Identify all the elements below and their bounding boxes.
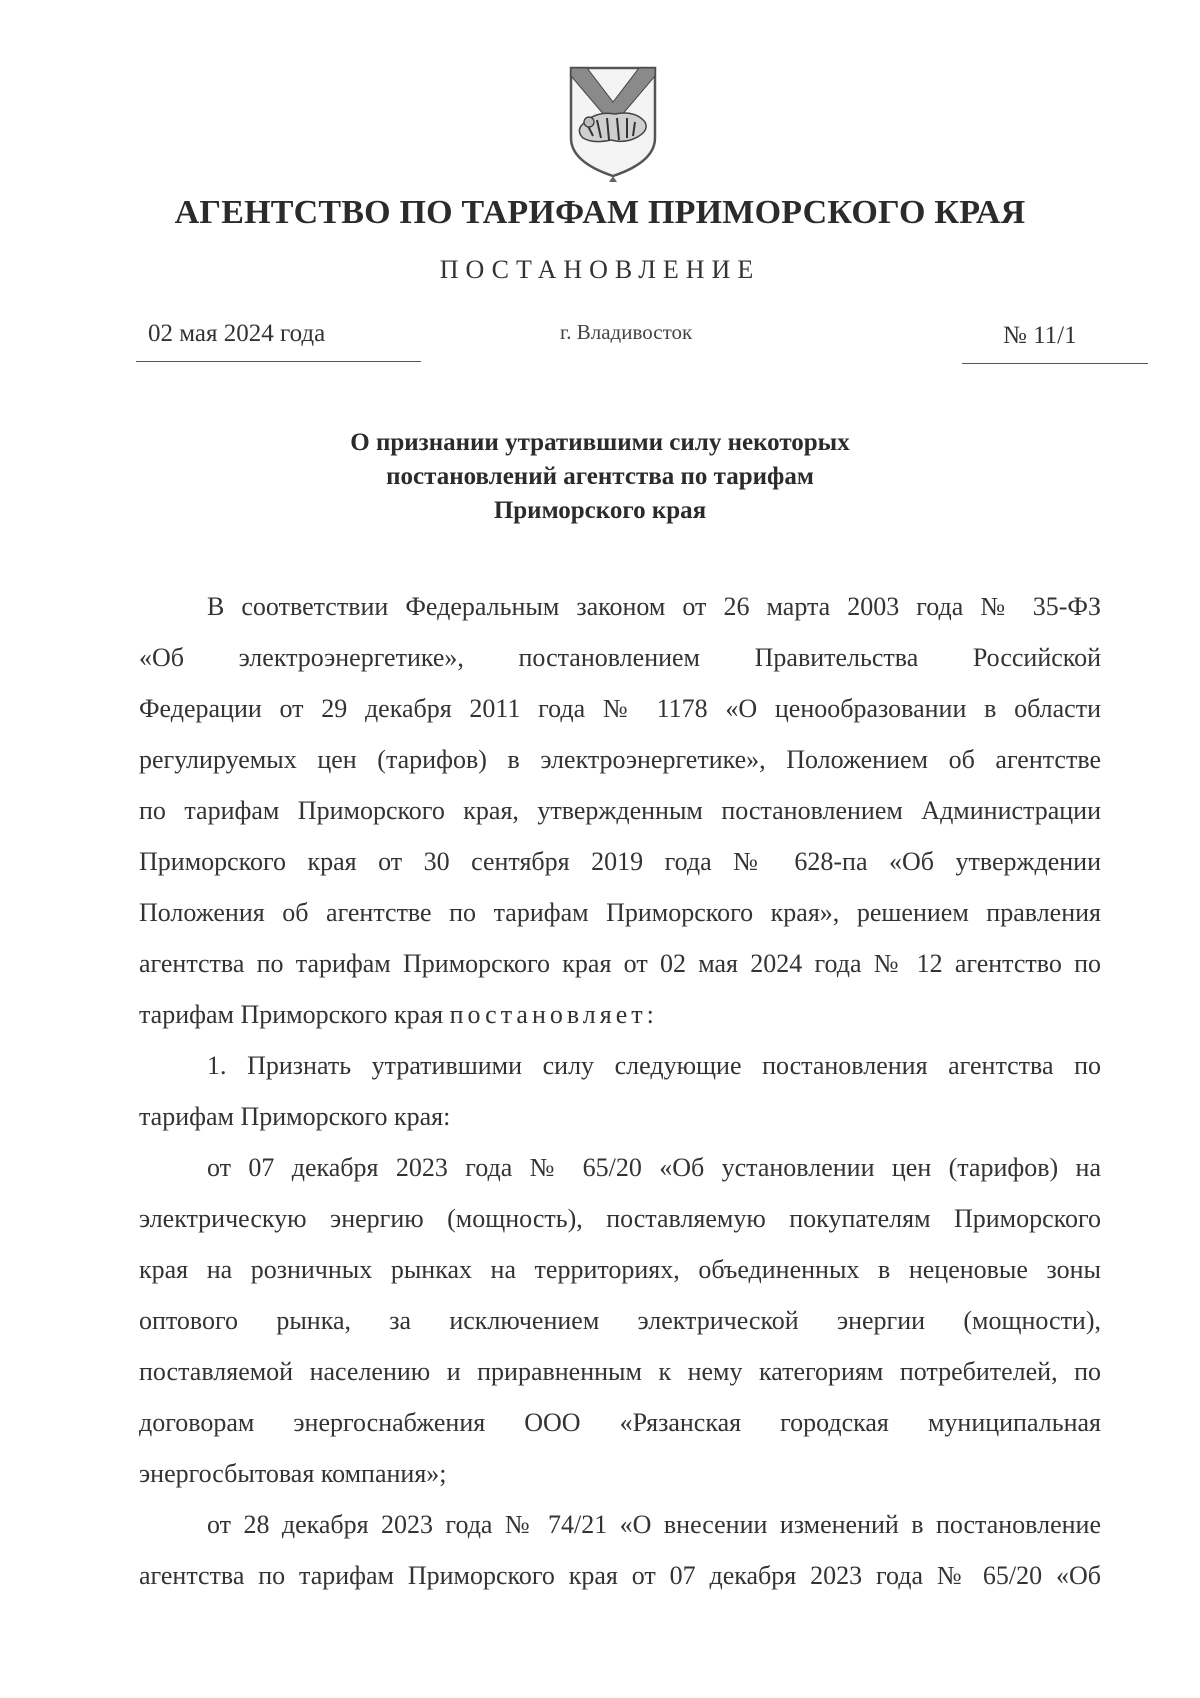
body-line: от 07 декабря 2023 года № 65/20 «Об установлении цен (тарифов) на <box>207 1153 1101 1182</box>
body-line: края на розничных рынках на территориях, объединенных в неценовые зоны <box>139 1255 1101 1284</box>
body-line: оптового рынка, за исключением электрической энергии (мощности), <box>139 1306 1101 1335</box>
date-underline <box>136 361 421 362</box>
resolves-word: постановляет: <box>449 1000 658 1029</box>
body-line: агентства по тарифам Приморского края от 07 декабря 2023 года № 65/20 «Об <box>139 1561 1101 1590</box>
body-line: энергосбытовая компания»; <box>139 1459 447 1488</box>
document-subject <box>250 426 950 528</box>
agency-name: АГЕНТСТВО ПО ТАРИФАМ ПРИМОРСКОГО КРАЯ <box>174 194 1026 231</box>
body-line: Приморского края от 30 сентября 2019 года № 628-па «Об утверждении <box>139 847 1101 876</box>
body-line-text: тарифам Приморского края <box>139 1000 444 1029</box>
body-line: электрическую энергию (мощность), поставляемую покупателям Приморского <box>139 1204 1101 1233</box>
document-city: г. Владивосток <box>560 320 693 344</box>
body-line: В соответствии Федеральным законом от 26 марта 2003 года № 35-ФЗ <box>207 592 1101 621</box>
body-line: Федерации от 29 декабря 2011 года № 1178 «О ценообразовании в области <box>139 694 1101 723</box>
subject-line: Приморского края <box>493 497 707 524</box>
body-line: 1. Признать утратившими силу следующие постановления агентства по <box>207 1051 1101 1080</box>
body-line: договорам энергоснабжения ООО «Рязанская городская муниципальная <box>139 1408 1101 1437</box>
body-line <box>139 1000 1101 1030</box>
body-line: от 28 декабря 2023 года № 74/21 «О внесении изменений в постановление <box>207 1510 1101 1539</box>
document-type: ПОСТАНОВЛЕНИЕ <box>439 255 761 284</box>
subject-line: постановлений агентства по тарифам <box>386 463 814 490</box>
subject-line: О признании утратившими силу некоторых <box>350 429 850 456</box>
body-line: поставляемой населению и приравненным к нему категориям потребителей, по <box>139 1357 1101 1386</box>
number-underline <box>962 363 1148 364</box>
primorsky-krai-coat-of-arms-icon <box>565 64 661 182</box>
body-line: регулируемых цен (тарифов) в электроэнергетике», Положением об агентстве <box>139 745 1101 774</box>
document-number: № 11/1 <box>1003 322 1077 349</box>
body-line: Положения об агентстве по тарифам Приморского края», решением правления <box>139 898 1101 927</box>
body-line: тарифам Приморского края: <box>139 1102 451 1131</box>
document-date: 02 мая 2024 года <box>148 320 326 347</box>
body-line: агентства по тарифам Приморского края от 02 мая 2024 года № 12 агентство по <box>139 949 1101 978</box>
body-line: «Об электроэнергетике», постановлением Правительства Российской <box>139 643 1101 672</box>
body-line: по тарифам Приморского края, утвержденным постановлением Администрации <box>139 796 1101 825</box>
